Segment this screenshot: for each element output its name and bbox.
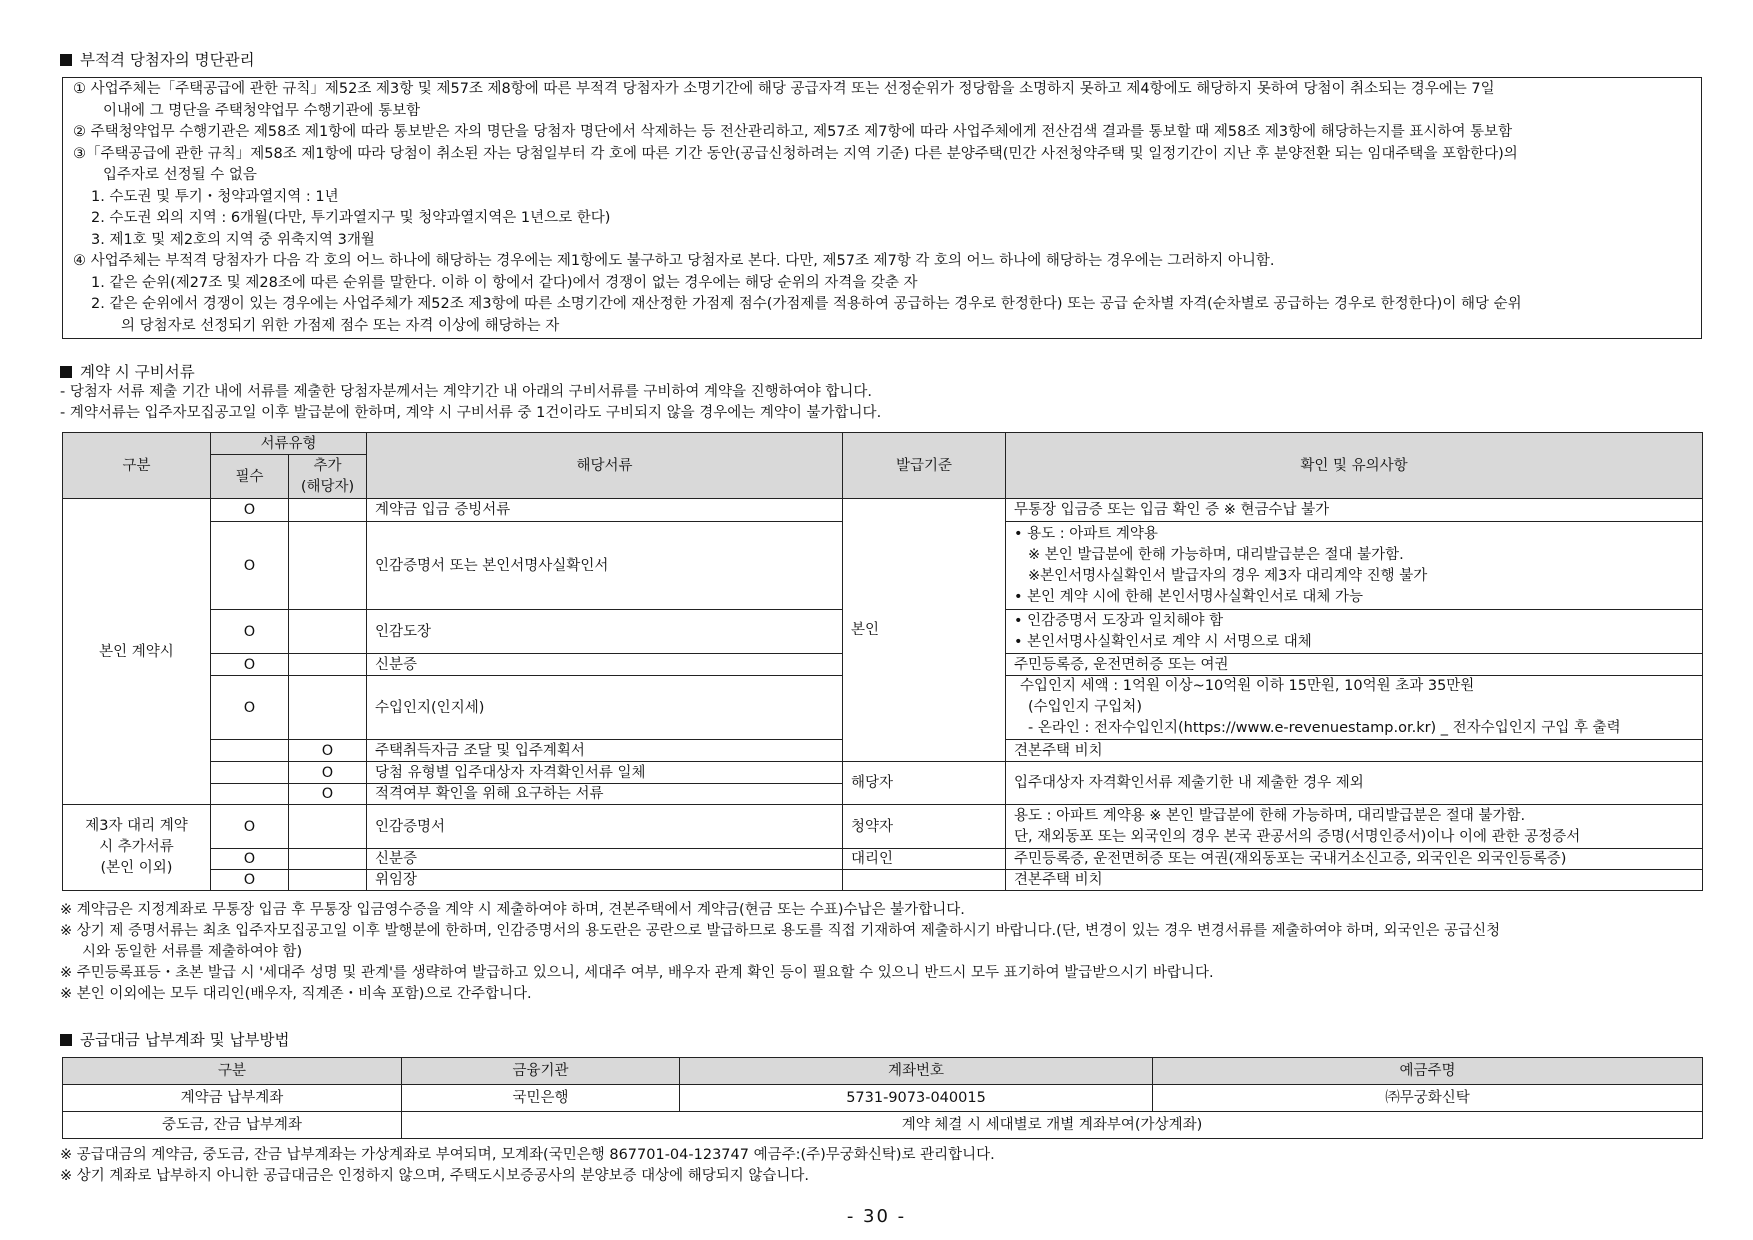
header-category: 구분	[63, 1058, 402, 1085]
issue-basis: 해당자	[843, 762, 1006, 805]
doc-note: 입주대상자 자격확인서류 제출기한 내 제출한 경우 제외	[1006, 762, 1703, 805]
required-mark: O	[211, 610, 289, 654]
account-holder: ㈜무궁화신탁	[1153, 1085, 1703, 1112]
issue-basis: 본인	[843, 499, 1006, 762]
contract-notes	[60, 900, 1500, 1005]
payment-type: 계약금 납부계좌	[63, 1085, 402, 1112]
table-row	[63, 805, 1703, 849]
clause-line: 1. 같은 순위(제27조 및 제28조에 따른 순위를 말한다. 이하 이 항에서 같다)에서 경쟁이 없는 경우에는 해당 순위의 자격을 갖춘 자	[91, 274, 918, 291]
doc-note: • 인감증명서 도장과 일치해야 함 • 본인서명사실확인서로 계약 시 서명으로 대체	[1006, 610, 1703, 654]
virtual-account-note: 계약 체결 시 세대별로 개별 계좌부여(가상계좌)	[402, 1112, 1703, 1139]
doc-name: 신분증	[367, 849, 843, 870]
additional-mark: O	[289, 784, 367, 805]
doc-name: 신분증	[367, 654, 843, 676]
header-documents: 해당서류	[367, 433, 843, 499]
clause-line: 이내에 그 명단을 주택청약업무 수행기관에 통보함	[103, 102, 421, 119]
doc-name: 인감증명서	[367, 805, 843, 849]
required-mark: O	[211, 676, 289, 740]
doc-name: 계약금 입금 증빙서류	[367, 499, 843, 522]
clause-line: ② 주택청약업무 수행기관은 제58조 제1항에 따라 통보받은 자의 명단을 당첨자 명단에서 삭제하는 등 전산관리하고, 제57조 제7항에 따라 사업주체에게 전산검색 결과를 통보할 때 제58조 제3항에 해당하는지를 표시하여 통보함	[73, 124, 1513, 140]
clause-line: 2. 같은 순위에서 경쟁이 있는 경우에는 사업주체가 제52조 제3항에 따른 소명기간에 재산정한 가점제 점수(가점제를 적용하여 공급하는 경우로 한정한다) 또는 공급 순차별 자격(순차별로 공급하는 경우로 한정한다)이 해당 순위	[91, 296, 1522, 312]
issue-basis: 대리인	[843, 849, 1006, 870]
doc-name: 주택취득자금 조달 및 입주계획서	[367, 740, 843, 762]
header-doc-type: 서류유형	[211, 433, 367, 455]
account-number: 5731-9073-040015	[680, 1085, 1153, 1112]
required-mark: O	[211, 870, 289, 891]
header-issue-basis: 발급기준	[843, 433, 1006, 499]
page-number: - 30 -	[846, 1206, 907, 1227]
table-row	[63, 870, 1703, 891]
contract-documents-table	[62, 432, 1703, 891]
group-self-contract: 본인 계약시	[63, 499, 211, 805]
required-mark: O	[211, 654, 289, 676]
doc-note: 견본주택 비치	[1006, 740, 1703, 762]
required-mark: O	[211, 849, 289, 870]
note-line: 시와 동일한 서류를 제출하여야 함)	[82, 944, 303, 960]
doc-note: 주민등록증, 운전면허증 또는 여권(재외동포는 국내거소신고증, 외국인은 외국인등록증)	[1006, 849, 1703, 870]
clause-line: ① 사업주체는「주택공급에 관한 규칙」제52조 제3항 및 제57조 제8항에 따른 부적격 당첨자가 소명기간에 해당 공급자격 또는 선정순위가 정당함을 소명하지 못하고 제4항에도 해당하지 못하여 당첨이 취소되는 경우에는 7일	[73, 81, 1495, 97]
header-required: 필수	[211, 455, 289, 499]
note-line: ※ 공급대금의 계약금, 중도금, 잔금 납부계좌는 가상계좌로 부여되며, 모계좌(국민은행 867701-04-123747 예금주:(주)무궁화신탁)로 관리합니다.	[60, 1147, 995, 1163]
ineligible-management-box	[62, 77, 1702, 339]
doc-note: • 용도 : 아파트 계약용 ※ 본인 발급분에 한해 가능하며, 대리발급분은 절대 불가함. ※본인서명사실확인서 발급자의 경우 제3자 대리계약 진행 불가 • 본인 계약 시에 한해 본인서명사실확인서로 대체 가능	[1006, 522, 1703, 610]
clause-line: ④ 사업주체는 부적격 당첨자가 다음 각 호의 어느 하나에 해당하는 경우에는 제1항에도 불구하고 당첨자로 본다. 다만, 제57조 제7항 각 호의 어느 하나에 해당하는 경우에는 그러하지 아니함.	[73, 253, 1275, 269]
header-bank: 금융기관	[402, 1058, 680, 1085]
clause-line: 입주자로 선정될 수 없음	[103, 167, 257, 183]
required-mark: O	[211, 805, 289, 849]
section-title-contract-docs: 계약 시 구비서류	[60, 362, 195, 382]
payment-account-table	[62, 1057, 1703, 1139]
note-line: ※ 계약금은 지정계좌로 무통장 입금 후 무통장 입금영수증을 계약 시 제출하여야 하며, 견본주택에서 계약금(현금 또는 수표)수납은 불가합니다.	[60, 902, 965, 918]
header-notes: 확인 및 유의사항	[1006, 433, 1703, 499]
doc-note: 주민등록증, 운전면허증 또는 여권	[1006, 654, 1703, 676]
issue-basis: 청약자	[843, 805, 1006, 849]
required-mark: O	[211, 522, 289, 610]
group-proxy-contract: 제3자 대리 계약 시 추가서류 (본인 이외)	[63, 805, 211, 891]
clause-line: 3. 제1호 및 제2호의 지역 중 위축지역 3개월	[91, 231, 375, 248]
clause-line: 1. 수도권 및 투기・청약과열지역 : 1년	[91, 188, 339, 205]
doc-name: 위임장	[367, 870, 843, 891]
table-row	[63, 1112, 1703, 1139]
table-row	[63, 762, 1703, 784]
doc-note: 견본주택 비치	[1006, 870, 1703, 891]
additional-mark: O	[289, 762, 367, 784]
square-bullet-icon	[60, 1034, 72, 1046]
doc-name: 적격여부 확인을 위해 요구하는 서류	[367, 784, 843, 805]
note-line: ※ 주민등록표등・초본 발급 시 '세대주 성명 및 관계'를 생략하여 발급하고 있으니, 세대주 여부, 배우자 관계 확인 등이 필요할 수 있으니 반드시 모두 표기하여 발급받으시기 바랍니다.	[60, 965, 1214, 981]
note-line: ※ 본인 이외에는 모두 대리인(배우자, 직계존・비속 포함)으로 간주합니다.	[60, 986, 532, 1002]
clause-line: 의 당첨자로 선정되기 위한 가점제 점수 또는 자격 이상에 해당하는 자	[121, 317, 560, 334]
doc-note: 용도 : 아파트 계약용 ※ 본인 발급분에 한해 가능하며, 대리발급분은 절대 불가함. 단, 재외동포 또는 외국인의 경우 본국 관공서의 증명(서명인증서)이나 이에 관한 공정증서	[1006, 805, 1703, 849]
doc-name: 당첨 유형별 입주대상자 자격확인서류 일체	[367, 762, 843, 784]
doc-note: 수입인지 세액 : 1억원 이상~10억원 이하 15만원, 10억원 초과 35만원 (수입인지 구입처) - 온라인 : 전자수입인지(https://www.e-revenuestamp.or.kr) _ 전자수입인지 구입 후 출력	[1006, 676, 1703, 740]
note-line: ※ 상기 계좌로 납부하지 아니한 공급대금은 인정하지 않으며, 주택도시보증공사의 분양보증 대상에 해당되지 않습니다.	[60, 1168, 810, 1184]
doc-note: 무통장 입금증 또는 입금 확인 증 ※ 현금수납 불가	[1006, 499, 1703, 522]
section-title-payment: 공급대금 납부계좌 및 납부방법	[60, 1030, 289, 1050]
required-mark: O	[211, 499, 289, 522]
table-row	[63, 499, 1703, 522]
additional-mark: O	[289, 740, 367, 762]
header-category: 구분	[63, 433, 211, 499]
doc-name: 인감증명서 또는 본인서명사실확인서	[367, 522, 843, 610]
clause-line: 2. 수도권 외의 지역 : 6개월(다만, 투기과열지구 및 청약과열지역은 1년으로 한다)	[91, 210, 611, 226]
table-row	[63, 849, 1703, 870]
payment-type: 중도금, 잔금 납부계좌	[63, 1112, 402, 1139]
header-account-number: 계좌번호	[680, 1058, 1153, 1085]
bank-name: 국민은행	[402, 1085, 680, 1112]
doc-name: 수입인지(인지세)	[367, 676, 843, 740]
payment-notes	[60, 1145, 995, 1187]
doc-name: 인감도장	[367, 610, 843, 654]
square-bullet-icon	[60, 366, 72, 378]
section-title-ineligible: 부적격 당첨자의 명단관리	[60, 50, 255, 70]
clause-line: ③「주택공급에 관한 규칙」제58조 제1항에 따라 당첨이 취소된 자는 당첨일부터 각 호에 따른 기간 동안(공급신청하려는 지역 기준) 다른 분양주택(민간 사전청약주택 및 일정기간이 지난 후 분양전환 되는 임대주택을 포함한다)의	[73, 145, 1518, 162]
table-row	[63, 1085, 1703, 1112]
intro-line: - 계약서류는 입주자모집공고일 이후 발급분에 한하며, 계약 시 구비서류 중 1건이라도 구비되지 않을 경우에는 계약이 불가합니다.	[60, 405, 882, 421]
note-line: ※ 상기 제 증명서류는 최초 입주자모집공고일 이후 발행분에 한하며, 인감증명서의 용도란은 공란으로 발급하므로 용도를 직접 기재하여 제출하시기 바랍니다.(단, 변경이 있는 경우 변경서류를 제출하여야 하며, 외국인은 공급신청	[60, 923, 1501, 939]
header-additional: 추가 (해당자)	[289, 455, 367, 499]
contract-intro	[60, 382, 881, 424]
header-account-holder: 예금주명	[1153, 1058, 1703, 1085]
square-bullet-icon	[60, 54, 72, 66]
intro-line: - 당첨자 서류 제출 기간 내에 서류를 제출한 당첨자분께서는 계약기간 내 아래의 구비서류를 구비하여 계약을 진행하여야 합니다.	[60, 384, 872, 400]
